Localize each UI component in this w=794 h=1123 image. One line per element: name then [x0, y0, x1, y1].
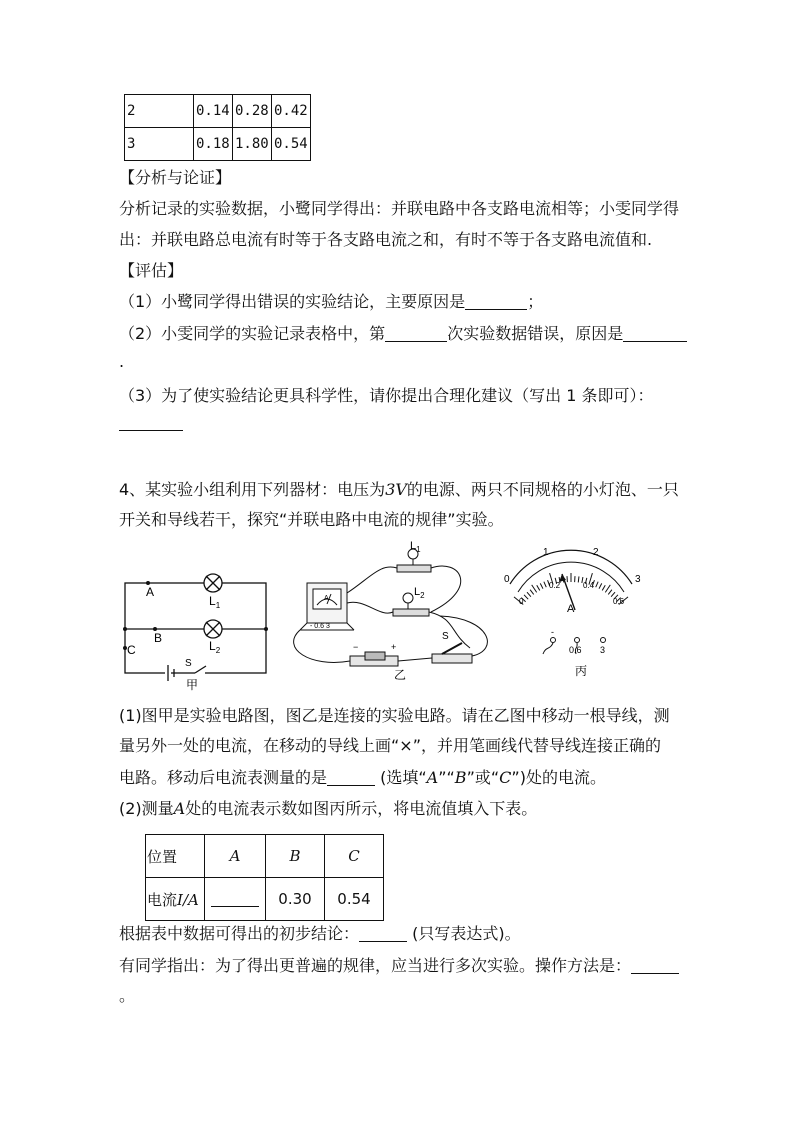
lamp-l1-base	[397, 565, 431, 572]
table-header-cell: C	[325, 835, 384, 878]
label-s: S	[185, 658, 192, 669]
p2-text: (2)测量	[119, 799, 174, 818]
switch-icon	[442, 643, 462, 654]
table-cell: 1.80	[233, 128, 272, 161]
caption-yi: 乙	[394, 668, 407, 682]
terminal-label-3: 3	[600, 645, 606, 655]
table-cell: 0.42	[272, 95, 311, 128]
p1-text: (选填“	[380, 768, 427, 787]
table-header-cell: A	[205, 835, 266, 878]
multi-end: 。	[119, 986, 136, 1005]
conclusion-line	[119, 924, 521, 944]
switch-base	[432, 654, 472, 663]
table-row	[146, 835, 384, 878]
table-cell: 0.54	[272, 128, 311, 161]
caption-bing: 丙	[575, 664, 588, 678]
table-cell[interactable]	[205, 878, 266, 921]
dial-bottom-0.4: 0.4	[583, 581, 595, 590]
eval-header: 【评估】	[119, 261, 184, 280]
eval-q1-text: （1）小鹭同学得出错误的实验结论，主要原因是	[119, 292, 466, 311]
q4-text-b: 的电源、两只不同规格的小灯泡、一只	[406, 480, 679, 499]
caption-jia: 甲	[186, 678, 199, 692]
p1-line-2: 量另外一处的电流，在移动的导线上画“×”，并用笔画线代替导线连接正确的	[119, 736, 661, 755]
dial-tick	[608, 590, 612, 595]
label-b: B	[154, 631, 163, 645]
p1-line-3	[119, 768, 606, 788]
wire	[543, 643, 553, 654]
dial-tick	[605, 585, 610, 592]
wire	[429, 612, 470, 648]
p1-text: 电路。移动后电流表测量的是	[119, 768, 328, 787]
dial-bottom-0: 0	[519, 597, 524, 606]
answer-blank[interactable]	[359, 925, 407, 942]
answer-blank[interactable]	[211, 890, 259, 907]
table-cell: 0.30	[266, 878, 325, 921]
multi-line	[119, 956, 679, 976]
answer-blank[interactable]	[327, 769, 375, 786]
table-header-cell: 位置	[146, 835, 205, 878]
answer-blank[interactable]	[631, 957, 679, 974]
p1-text: ”或“	[466, 768, 500, 787]
table-cell: 3	[125, 128, 194, 161]
label-l2: $L_2$	[414, 586, 425, 600]
table-cell: 0.14	[194, 95, 233, 128]
answer-blank[interactable]	[623, 325, 687, 342]
dial-bottom-0.2: 0.2	[549, 581, 561, 590]
table-row-label: 电流I/A	[146, 878, 205, 921]
eval-q2-text-b: 次实验数据错误，原因是	[447, 324, 624, 343]
eval-q2-text: （2）小雯同学的实验记录表格中，第	[119, 324, 386, 343]
answer-blank[interactable]	[119, 430, 183, 431]
table-row	[125, 95, 311, 128]
wire	[347, 602, 393, 613]
p1-text: ”)处的电流。	[511, 768, 606, 787]
terminal-minus	[551, 638, 556, 643]
terminal-label-0.6: 0.6	[569, 645, 582, 655]
terminal-0.6	[575, 638, 580, 643]
table-header-cell: B	[266, 835, 325, 878]
label-l1: $L_1$	[410, 540, 421, 554]
p1-line-1: (1)图甲是实验电路图，图乙是连接的实验电路。请在乙图中移动一根导线，测	[119, 706, 670, 725]
dial-top-2: 2	[593, 547, 599, 558]
p1-text: ”“	[438, 768, 455, 787]
ammeter-label: A	[324, 595, 329, 602]
circuit-figures	[110, 538, 670, 698]
q4-line-2: 开关和导线若干，探究“并联电路中电流的规律”实验。	[119, 510, 504, 529]
dial-tick	[544, 582, 546, 588]
dial-bottom-0.6: 0.6	[613, 597, 625, 606]
lamp-l2-base	[393, 609, 429, 616]
q4-voltage: 3V	[385, 480, 407, 499]
wire	[347, 567, 397, 593]
p1-option-c: C	[499, 768, 512, 787]
conclusion-text: 根据表中数据可得出的初步结论：	[119, 924, 360, 943]
eval-question-1	[119, 292, 543, 312]
p2-line	[119, 799, 537, 819]
battery-plus: +	[391, 642, 397, 652]
dial-top-1: 1	[543, 547, 549, 558]
analysis-line-2: 出：并联电路总电流有时等于各支路电流之和，有时不等于各支路电流值和.	[119, 230, 653, 249]
wire	[398, 658, 432, 661]
eval-question-3: （3）为了使实验结论更具科学性，请你提出合理化建议（写出 1 条即可）：	[119, 386, 654, 405]
label-c: C	[127, 643, 136, 657]
analysis-header: 【分析与论证】	[119, 168, 232, 187]
eval-question-2	[119, 324, 687, 344]
dial-tick	[602, 585, 605, 590]
eval-q1-end: ；	[527, 292, 544, 311]
table-cell: 0.28	[233, 95, 272, 128]
ammeter-terminals: - 0.6 3	[310, 623, 330, 630]
q4-text: 4、某实验小组利用下列器材：电压为	[119, 480, 386, 499]
lamp-l2-icon	[403, 593, 413, 603]
dial-tick	[532, 585, 537, 592]
analysis-line-1: 分析记录的实验数据，小鹭同学得出：并联电路中各支路电流相等；小雯同学得	[119, 199, 680, 218]
table-cell: 0.18	[194, 128, 233, 161]
eval-q2-dot: .	[119, 352, 125, 371]
dial-tick	[540, 583, 543, 588]
answer-blank[interactable]	[385, 325, 447, 342]
wire	[294, 630, 350, 662]
label-l2: $L_2$	[209, 639, 221, 655]
table-cell: 2	[125, 95, 194, 128]
answer-blank[interactable]	[465, 293, 527, 310]
dial-unit: A	[567, 603, 575, 615]
battery-minus: −	[353, 642, 359, 652]
dial-tick	[527, 592, 531, 597]
dial-tick	[599, 583, 602, 588]
multi-text: 有同学指出：为了得出更普遍的规律，应当进行多次实验。操作方法是：	[119, 956, 632, 975]
label-a: A	[146, 585, 155, 599]
conclusion-text-b: (只写表达式)。	[412, 924, 521, 943]
table-row	[125, 128, 311, 161]
data-table-1	[124, 94, 311, 161]
p1-option-a: A	[426, 768, 439, 787]
label-s: S	[442, 631, 449, 642]
table-row	[146, 878, 384, 921]
p2-point-a: A	[173, 799, 186, 818]
current-table	[145, 834, 384, 921]
dial-tick	[530, 590, 534, 595]
p1-option-b: B	[454, 768, 467, 787]
dial-top-3: 3	[635, 574, 641, 585]
terminal-3	[601, 638, 606, 643]
dial-top-0: 0	[504, 574, 510, 585]
dial-tick	[596, 582, 598, 588]
terminal-label-minus: -	[551, 627, 554, 637]
dial-tick	[537, 585, 540, 590]
label-l1: $L_1$	[209, 594, 221, 610]
p2-text: 处的电流表示数如图丙所示，将电流值填入下表。	[185, 799, 538, 818]
wire	[431, 566, 461, 612]
q4-line-1	[119, 480, 679, 500]
dial-tick	[524, 595, 528, 599]
dial-tick	[578, 576, 579, 582]
table-cell: 0.54	[325, 878, 384, 921]
